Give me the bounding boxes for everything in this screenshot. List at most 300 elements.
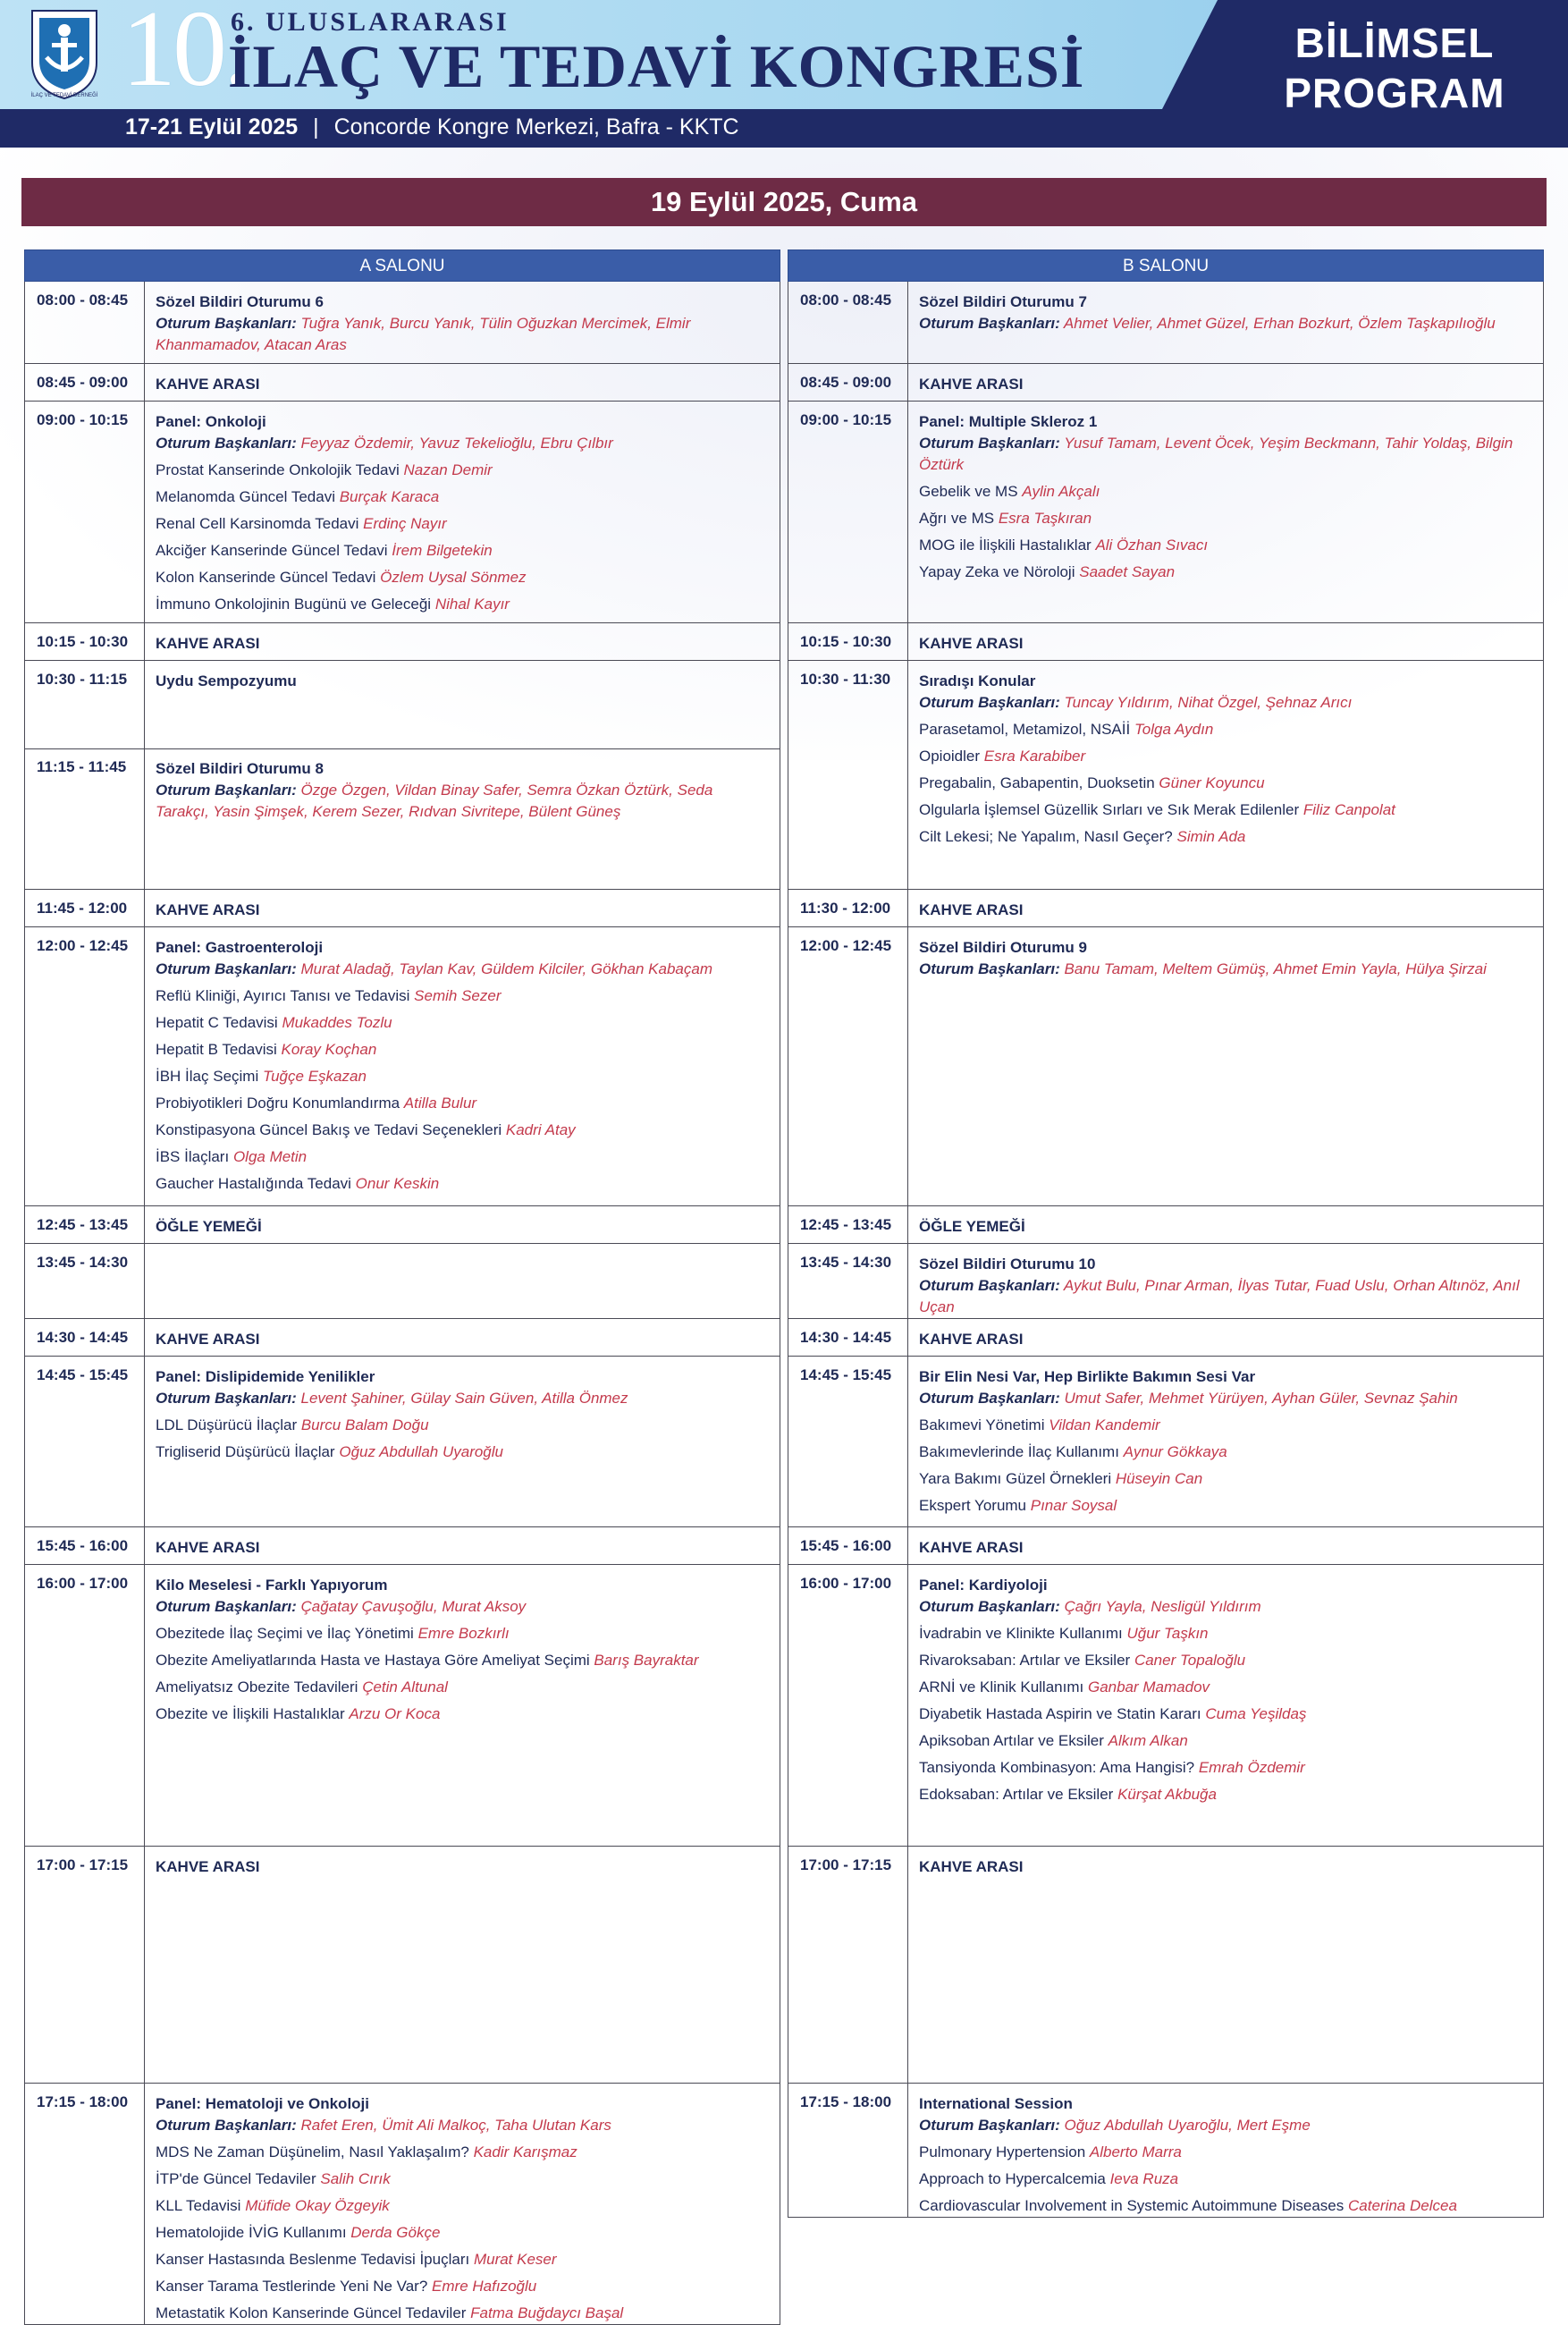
session-content [145, 402, 780, 622]
talk-speaker: Uğur Taşkın [1126, 1625, 1209, 1642]
session-content [908, 623, 1543, 660]
session-title: KAHVE ARASI [919, 901, 1024, 918]
session-row [788, 402, 1544, 623]
talk-title: MOG ile İlişkili Hastalıklar [919, 537, 1092, 554]
session-content [145, 1357, 780, 1526]
talk-title: Yapay Zeka ve Nöroloji [919, 563, 1075, 580]
talk-speaker: Kadir Karışmaz [473, 2143, 577, 2160]
session-content [908, 282, 1543, 363]
congress-dates: 17-21 Eylül 2025 [125, 114, 299, 140]
talk-title: Obezitede İlaç Seçimi ve İlaç Yönetimi [156, 1625, 414, 1642]
break-row [24, 1319, 780, 1357]
session-time: 10:15 - 10:30 [788, 623, 908, 660]
talk-item [919, 1442, 1532, 1463]
talk-title: Cilt Lekesi; Ne Yapalım, Nasıl Geçer? [919, 828, 1173, 845]
talk-title: Renal Cell Karsinomda Tedavi [156, 515, 359, 532]
talk-speaker: Onur Keskin [355, 1175, 440, 1192]
session-time: 14:30 - 14:45 [788, 1319, 908, 1356]
session-title: Panel: Dislipidemide Yenilikler [156, 1368, 375, 1385]
talk-item [156, 2303, 769, 2324]
session-chairs [919, 1275, 1532, 1318]
talk-title: ARNİ ve Klinik Kullanımı [919, 1678, 1084, 1695]
talk-title: LDL Düşürücü İlaçlar [156, 1416, 298, 1433]
talk-item [919, 1468, 1532, 1490]
chairs-names: Aykut Bulu, Pınar Arman, İlyas Tutar, Fuad Uslu, Orhan Altınöz, Anıl Uçan [919, 1277, 1520, 1315]
session-title: ÖĞLE YEMEĞİ [156, 1218, 262, 1235]
break-row [788, 1847, 1544, 2084]
talk-item [919, 1784, 1532, 1805]
talk-speaker: Filiz Canpolat [1302, 801, 1395, 818]
session-title: KAHVE ARASI [156, 1331, 260, 1348]
session-row [24, 1357, 780, 1527]
chairs-label: Oturum Başkanları: [919, 315, 1060, 332]
session-title: Panel: Gastroenteroloji [156, 939, 324, 956]
talk-speaker: Emrah Özdemir [1198, 1759, 1305, 1776]
session-title: International Session [919, 2095, 1073, 2112]
session-time: 14:45 - 15:45 [788, 1357, 908, 1526]
talk-speaker: Ali Özhan Sıvacı [1095, 537, 1209, 554]
session-title: KAHVE ARASI [156, 635, 260, 652]
program-label-line2: PROGRAM [1284, 70, 1505, 116]
session-chairs [919, 1388, 1532, 1409]
talk-item [156, 1442, 769, 1463]
talk-title: Kanser Tarama Testlerinde Yeni Ne Var? [156, 2278, 428, 2295]
session-title: Kilo Meselesi - Farklı Yapıyorum [156, 1577, 388, 1594]
talk-speaker: Barış Bayraktar [594, 1652, 699, 1669]
congress-subtitle: 6. ULUSLARARASI [231, 7, 510, 37]
session-row [788, 661, 1544, 890]
break-row [24, 890, 780, 927]
talk-item [156, 1623, 769, 1644]
chairs-label: Oturum Başkanları: [156, 1390, 297, 1407]
session-row [24, 1565, 780, 1847]
talk-item [156, 2249, 769, 2270]
session-time: 09:00 - 10:15 [25, 402, 145, 622]
edition-number: 10. [122, 0, 248, 109]
talk-item [919, 1415, 1532, 1436]
session-time: 10:30 - 11:15 [25, 661, 145, 889]
talk-speaker: Aynur Gökkaya [1123, 1443, 1227, 1460]
talk-speaker: Oğuz Abdullah Uyaroğlu [339, 1443, 503, 1460]
session-title: KAHVE ARASI [156, 1539, 260, 1556]
day-title: 19 Eylül 2025, Cuma [21, 178, 1547, 226]
talk-item [919, 1704, 1532, 1725]
session-time: 10:30 - 11:30 [788, 661, 908, 889]
talk-speaker: Güner Koyuncu [1159, 774, 1265, 791]
session-title: Panel: Onkoloji [156, 413, 266, 430]
break-row [24, 1206, 780, 1244]
session-chairs [919, 1596, 1532, 1618]
talk-item [156, 540, 769, 562]
association-logo [25, 7, 104, 100]
session-title: Sıradışı Konular [919, 672, 1036, 689]
session-content [145, 1565, 780, 1846]
talk-speaker: Tuğçe Eşkazan [262, 1068, 367, 1085]
talk-item [919, 1757, 1532, 1779]
talk-item [919, 719, 1532, 740]
session-time: 12:45 - 13:45 [788, 1206, 908, 1243]
session-time: 14:30 - 14:45 [25, 1319, 145, 1356]
break-row [788, 364, 1544, 402]
session-content [908, 1565, 1543, 1846]
session-content [908, 1319, 1543, 1356]
talk-title: Obezite Ameliyatlarında Hasta ve Hastaya Göre Ameliyat Seçimi [156, 1652, 590, 1669]
talk-item [156, 1146, 769, 1168]
session-chairs [919, 692, 1532, 714]
talk-title: Approach to Hypercalcemia [919, 2170, 1106, 2187]
session-title: KAHVE ARASI [156, 1858, 260, 1875]
chairs-names: Ahmet Velier, Ahmet Güzel, Erhan Bozkurt, Özlem Taşkapılıoğlu [1063, 315, 1496, 332]
talk-speaker: Semih Sezer [414, 987, 502, 1004]
talk-title: Konstipasyona Güncel Bakış ve Tedavi Seçenekleri [156, 1121, 502, 1138]
session-time: 09:00 - 10:15 [788, 402, 908, 622]
session-content [908, 402, 1543, 622]
session-time: 12:45 - 13:45 [25, 1206, 145, 1243]
hall-a-header: A SALONU [24, 249, 780, 282]
talk-title: Kanser Hastasında Beslenme Tedavisi İpuçları [156, 2251, 470, 2268]
session-time: 08:00 - 08:45 [788, 282, 908, 363]
session-title: ÖĞLE YEMEĞİ [919, 1218, 1025, 1235]
talk-speaker: Derda Gökçe [350, 2224, 441, 2241]
talk-title: Yara Bakımı Güzel Örnekleri [919, 1470, 1112, 1487]
talk-title: İBS İlaçları [156, 1148, 230, 1165]
talk-speaker: Burçak Karaca [339, 488, 440, 505]
talk-item [919, 1495, 1532, 1517]
talk-speaker: Saadet Sayan [1079, 563, 1176, 580]
break-row [24, 364, 780, 402]
session-row [788, 2084, 1544, 2218]
session-title: Sözel Bildiri Oturumu 10 [919, 1256, 1096, 1272]
talk-title: Pregabalin, Gabapentin, Duoksetin [919, 774, 1155, 791]
talk-speaker: Atilla Bulur [403, 1095, 477, 1112]
talk-item [156, 2195, 769, 2217]
talk-speaker: Koray Koçhan [281, 1041, 377, 1058]
talk-item [919, 746, 1532, 767]
chairs-label: Oturum Başkanları: [156, 1598, 297, 1615]
chairs-names: Levent Şahiner, Gülay Sain Güven, Atilla Önmez [300, 1390, 628, 1407]
talk-item [156, 1677, 769, 1698]
talk-item [919, 508, 1532, 529]
session-title: Panel: Hematoloji ve Onkoloji [156, 2095, 369, 2112]
logo-text: İLAÇ VE TEDAVİ DERNEĞİ [30, 93, 98, 98]
talk-speaker: Caner Topaloğlu [1134, 1652, 1246, 1669]
session-content [145, 1206, 780, 1243]
talk-speaker: Aylin Akçalı [1022, 483, 1100, 500]
talk-title: İmmuno Onkolojinin Bugünü ve Geleceği [156, 596, 432, 613]
chairs-label: Oturum Başkanları: [156, 435, 297, 452]
session-content [908, 1527, 1543, 1564]
talk-title: Olgularla İşlemsel Güzellik Sırları ve Sık Merak Edilenler [919, 801, 1300, 818]
talk-speaker: Fatma Buğdaycı Başal [470, 2304, 624, 2321]
session-title: Panel: Multiple Skleroz 1 [919, 413, 1098, 430]
talk-item [156, 594, 769, 615]
chairs-names: Yusuf Tamam, Levent Öcek, Yeşim Beckmann, Tahir Yoldaş, Bilgin Öztürk [919, 435, 1513, 473]
session-content [145, 890, 780, 926]
chairs-label: Oturum Başkanları: [919, 1277, 1060, 1294]
chairs-label: Oturum Başkanları: [919, 1390, 1060, 1407]
session-time: 12:00 - 12:45 [25, 927, 145, 1205]
talk-title: İTP'de Güncel Tedaviler [156, 2170, 316, 2187]
talk-title: Reflü Kliniği, Ayırıcı Tanısı ve Tedavisi [156, 987, 410, 1004]
talk-item [919, 562, 1532, 583]
talk-title: Diyabetik Hastada Aspirin ve Statin Kararı [919, 1705, 1201, 1722]
talk-title: Pulmonary Hypertension [919, 2143, 1086, 2160]
session-content [145, 623, 780, 660]
talk-item [919, 2142, 1532, 2163]
session-chairs [156, 1596, 769, 1618]
talk-title: Tansiyonda Kombinasyon: Ama Hangisi? [919, 1759, 1195, 1776]
chairs-label: Oturum Başkanları: [919, 960, 1060, 977]
talk-title: Cardiovascular Involvement in Systemic Autoimmune Diseases [919, 2197, 1345, 2214]
session-content [145, 1319, 780, 1356]
session-content [145, 1847, 780, 2083]
talk-item [919, 799, 1532, 821]
talk-item [156, 1012, 769, 1034]
talk-speaker: Salih Cırık [320, 2170, 391, 2187]
session-title: Sözel Bildiri Oturumu 9 [919, 939, 1087, 956]
session-chairs [156, 780, 769, 823]
session-title: Panel: Kardiyoloji [919, 1577, 1048, 1594]
talk-title: Apiksoban Artılar ve Eksiler [919, 1732, 1104, 1749]
talk-title: Bakımevi Yönetimi [919, 1416, 1045, 1433]
talk-speaker: Kadri Atay [505, 1121, 576, 1138]
session-time: 11:15 - 11:45 [37, 758, 127, 775]
session-title: Sözel Bildiri Oturumu 7 [919, 293, 1087, 310]
session-time: 08:45 - 09:00 [788, 364, 908, 401]
session-time: 13:45 - 14:30 [25, 1244, 145, 1318]
session-title: Sözel Bildiri Oturumu 6 [156, 293, 324, 310]
session-content [145, 927, 780, 1205]
talk-speaker: Çetin Altunal [362, 1678, 448, 1695]
talk-title: Gaucher Hastalığında Tedavi [156, 1175, 351, 1192]
session-content [145, 282, 780, 363]
program-label [1234, 18, 1555, 118]
talk-item [156, 567, 769, 588]
chairs-label: Oturum Başkanları: [919, 1598, 1060, 1615]
session-time: 17:15 - 18:00 [25, 2084, 145, 2324]
chairs-label: Oturum Başkanları: [919, 694, 1060, 711]
session-time: 08:45 - 09:00 [25, 364, 145, 401]
session-content [908, 1847, 1543, 2083]
talk-title: Hepatit C Tedavisi [156, 1014, 278, 1031]
talk-speaker: Murat Keser [473, 2251, 557, 2268]
break-row [788, 1319, 1544, 1357]
talk-speaker: Emre Bozkırlı [417, 1625, 510, 1642]
talk-title: Bakımevlerinde İlaç Kullanımı [919, 1443, 1119, 1460]
break-row [788, 1527, 1544, 1565]
talk-title: Gebelik ve MS [919, 483, 1018, 500]
talk-item [919, 1623, 1532, 1644]
congress-venue: Concorde Kongre Merkezi, Bafra - KKTC [333, 114, 739, 140]
session-row [24, 661, 780, 890]
chairs-names: Murat Aladağ, Taylan Kav, Güldem Kilciler, Gökhan Kabaçam [300, 960, 712, 977]
talk-title: Opioidler [919, 748, 981, 765]
session-content [145, 1527, 780, 1564]
break-row [788, 623, 1544, 661]
program-label-line1: BİLİMSEL [1294, 20, 1495, 66]
talk-item [156, 513, 769, 535]
talk-item [919, 481, 1532, 503]
session-chairs [156, 959, 769, 980]
session-chairs [919, 959, 1532, 980]
talk-item [919, 1677, 1532, 1698]
session-time: 16:00 - 17:00 [25, 1565, 145, 1846]
talk-title: MDS Ne Zaman Düşünelim, Nasıl Yaklaşalım? [156, 2143, 469, 2160]
session-chairs [156, 1388, 769, 1409]
session-time: 17:00 - 17:15 [788, 1847, 908, 2083]
talk-speaker: Emre Hafızoğlu [432, 2278, 537, 2295]
session-content [908, 1357, 1543, 1526]
talk-title: Probiyotikleri Doğru Konumlandırma [156, 1095, 400, 1112]
session-title: KAHVE ARASI [919, 376, 1024, 393]
session-row [788, 927, 1544, 1206]
session-row [788, 1565, 1544, 1847]
talk-speaker: Nazan Demir [403, 461, 493, 478]
chairs-names: Oğuz Abdullah Uyaroğlu, Mert Eşme [1064, 2117, 1311, 2134]
session-content [908, 661, 1543, 889]
talk-title: Melanomda Güncel Tedavi [156, 488, 335, 505]
session-time: 15:45 - 16:00 [25, 1527, 145, 1564]
talk-speaker: Mukaddes Tozlu [282, 1014, 392, 1031]
talk-item [919, 826, 1532, 848]
session-chairs [919, 313, 1532, 334]
talk-speaker: Ganbar Mamadov [1087, 1678, 1210, 1695]
talk-item [919, 2195, 1532, 2217]
chairs-names: Rafet Eren, Ümit Ali Malkoç, Taha Ulutan Kars [300, 2117, 611, 2134]
talk-item [919, 1650, 1532, 1671]
congress-dates-venue [125, 114, 739, 140]
session-time: 13:45 - 14:30 [788, 1244, 908, 1318]
chairs-label: Oturum Başkanları: [919, 2117, 1060, 2134]
session-title: Bir Elin Nesi Var, Hep Birlikte Bakımın Sesi Var [919, 1368, 1256, 1385]
session-content [908, 2084, 1543, 2217]
session-content [908, 364, 1543, 401]
talk-item [156, 985, 769, 1007]
session-time: 17:15 - 18:00 [788, 2084, 908, 2217]
chairs-names: Çağrı Yayla, Nesligül Yıldırım [1064, 1598, 1261, 1615]
talk-item [156, 2276, 769, 2297]
session-title: Sözel Bildiri Oturumu 8 [156, 760, 324, 777]
session-title: KAHVE ARASI [919, 635, 1024, 652]
session-chairs [156, 433, 769, 454]
talk-item [156, 1093, 769, 1114]
session-content [908, 927, 1543, 1205]
talk-item [919, 773, 1532, 794]
talk-title: Ağrı ve MS [919, 510, 995, 527]
talk-item [156, 1415, 769, 1436]
talk-title: Trigliserid Düşürücü İlaçlar [156, 1443, 335, 1460]
talk-speaker: Esra Karabiber [983, 748, 1086, 765]
session-row [24, 2084, 780, 2325]
talk-speaker: Nihal Kayır [434, 596, 510, 613]
session-time: 12:00 - 12:45 [788, 927, 908, 1205]
talk-speaker: Simin Ada [1176, 828, 1246, 845]
talk-speaker: Caterina Delcea [1348, 2197, 1457, 2214]
talk-title: Kolon Kanserinde Güncel Tedavi [156, 569, 376, 586]
chairs-label: Oturum Başkanları: [156, 315, 297, 332]
talk-speaker: Alkım Alkan [1108, 1732, 1188, 1749]
talk-title: Prostat Kanserinde Onkolojik Tedavi [156, 461, 400, 478]
chairs-label: Oturum Başkanları: [919, 435, 1060, 452]
hall-b-column [788, 249, 1544, 2218]
talk-speaker: Vildan Kandemir [1049, 1416, 1160, 1433]
session-time: 15:45 - 16:00 [788, 1527, 908, 1564]
session-title: Uydu Sempozyumu [156, 672, 297, 689]
talk-title: Edoksaban: Artılar ve Eksiler [919, 1786, 1114, 1803]
talk-speaker: Esra Taşkıran [998, 510, 1092, 527]
break-row [24, 1847, 780, 2084]
chairs-names: Özge Özgen, Vildan Binay Safer, Semra Özkan Öztürk, Seda Tarakçı, Yasin Şimşek, Kerem Sezer, Rıdvan Sivritepe, Bülent Güneş [156, 782, 713, 820]
chairs-names: Tuncay Yıldırım, Nihat Özgel, Şehnaz Arıcı [1064, 694, 1353, 711]
talk-title: Ameliyatsız Obezite Tedavileri [156, 1678, 358, 1695]
break-row [24, 623, 780, 661]
session-time: 11:30 - 12:00 [788, 890, 908, 926]
chairs-names: Umut Safer, Mehmet Yürüyen, Ayhan Güler, Sevnaz Şahin [1064, 1390, 1458, 1407]
talk-speaker: Alberto Marra [1089, 2143, 1182, 2160]
session-title: KAHVE ARASI [919, 1539, 1024, 1556]
talk-item [156, 1039, 769, 1061]
talk-speaker: Ieva Ruza [1109, 2170, 1179, 2187]
talk-title: KLL Tedavisi [156, 2197, 241, 2214]
talk-item [156, 2169, 769, 2190]
talk-item [919, 535, 1532, 556]
session-content [145, 364, 780, 401]
break-row [788, 1206, 1544, 1244]
chairs-label: Oturum Başkanları: [156, 960, 297, 977]
session-title: KAHVE ARASI [156, 376, 260, 393]
session-time: 10:15 - 10:30 [25, 623, 145, 660]
talk-item [919, 2169, 1532, 2190]
break-row [24, 1244, 780, 1319]
talk-speaker: Hüseyin Can [1115, 1470, 1203, 1487]
session-row [788, 1357, 1544, 1527]
hall-a-column [24, 249, 780, 2325]
session-chairs [156, 2115, 769, 2136]
talk-item [919, 1730, 1532, 1752]
session-content [145, 2084, 780, 2324]
session-title: KAHVE ARASI [919, 1858, 1024, 1875]
talk-item [156, 1120, 769, 1141]
chairs-names: Banu Tamam, Meltem Gümüş, Ahmet Emin Yayla, Hülya Şirzai [1064, 960, 1487, 977]
talk-item [156, 460, 769, 481]
talk-speaker: Arzu Or Koca [349, 1705, 441, 1722]
session-time: 11:45 - 12:00 [25, 890, 145, 926]
talk-speaker: Burcu Balam Doğu [300, 1416, 429, 1433]
talk-speaker: Tolga Aydın [1134, 721, 1214, 738]
talk-title: Parasetamol, Metamizol, NSAİİ [919, 721, 1131, 738]
chairs-names: Feyyaz Özdemir, Yavuz Tekelioğlu, Ebru Çılbır [300, 435, 613, 452]
chairs-label: Oturum Başkanları: [156, 782, 297, 799]
talk-speaker: Müfide Okay Özgeyik [245, 2197, 390, 2214]
talk-title: Hematolojide İVİG Kullanımı [156, 2224, 347, 2241]
talk-item [156, 2142, 769, 2163]
talk-item [156, 1173, 769, 1195]
talk-title: Metastatik Kolon Kanserinde Güncel Tedaviler [156, 2304, 467, 2321]
session-chairs [919, 2115, 1532, 2136]
session-row [24, 282, 780, 364]
separator: | [313, 114, 319, 140]
session-chairs [156, 313, 769, 356]
session-row [788, 282, 1544, 364]
talk-item [156, 1066, 769, 1087]
talk-item [156, 486, 769, 508]
talk-speaker: Olga Metin [232, 1148, 308, 1165]
session-row [24, 402, 780, 623]
session-time: 08:00 - 08:45 [25, 282, 145, 363]
hall-b-header: B SALONU [788, 249, 1544, 282]
session-row [24, 927, 780, 1206]
session-content [145, 748, 780, 823]
